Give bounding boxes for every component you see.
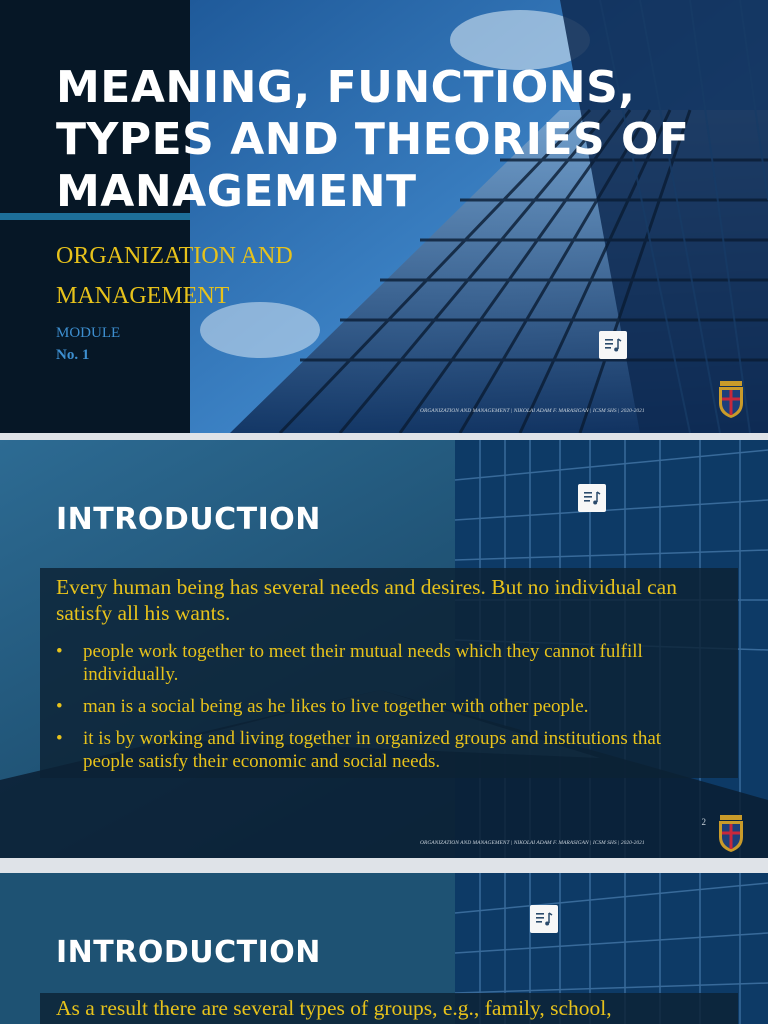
school-crest-icon — [717, 381, 745, 419]
audio-icon — [583, 489, 601, 507]
slide-title: MEANING, FUNCTIONS, TYPES AND THEORIES OF MANAGEMENT — [56, 62, 690, 217]
lead-paragraph: As a result there are several types of groups, e.g., family, school, — [56, 996, 612, 1020]
content-panel — [40, 993, 738, 1024]
title-slide — [0, 0, 768, 433]
introduction-slide — [0, 440, 768, 858]
audio-button[interactable] — [599, 331, 627, 359]
audio-icon — [604, 336, 622, 354]
content-panel — [40, 568, 738, 778]
audio-button[interactable] — [530, 905, 558, 933]
school-crest-icon — [717, 815, 745, 853]
slide-footer: ORGANIZATION AND MANAGEMENT | NIKOLAI ADAM F. MARASIGAN | ICSM SHS | 2020-2021 — [420, 840, 645, 846]
list-item: • it is by working and living together in organized groups and institutions that people satisfy their economic and social needs. — [56, 728, 662, 772]
audio-button[interactable] — [578, 484, 606, 512]
audio-icon — [535, 910, 553, 928]
bullet-icon: • — [56, 728, 63, 749]
slide-subtitle: ORGANIZATION AND MANAGEMENT — [56, 243, 293, 309]
module-number: No. 1 — [56, 347, 90, 363]
slide-title: INTRODUCTION — [56, 935, 321, 970]
bullet-list — [56, 640, 716, 782]
page-number: 2 — [701, 817, 706, 827]
introduction-slide-continued — [0, 873, 768, 1024]
bullet-icon: • — [56, 641, 63, 662]
list-item: • man is a social being as he likes to live together with other people. — [56, 696, 589, 717]
module-label: MODULE — [56, 325, 121, 341]
slide-footer: ORGANIZATION AND MANAGEMENT | NIKOLAI ADAM F. MARASIGAN | ICSM SHS | 2020-2021 — [420, 408, 645, 414]
bullet-icon: • — [56, 696, 63, 717]
list-item: • people work together to meet their mutual needs which they cannot fulfill individually. — [56, 641, 643, 685]
lead-paragraph: Every human being has several needs and desires. But no individual can satisfy all his wants. — [56, 575, 677, 625]
slide-title: INTRODUCTION — [56, 502, 321, 537]
